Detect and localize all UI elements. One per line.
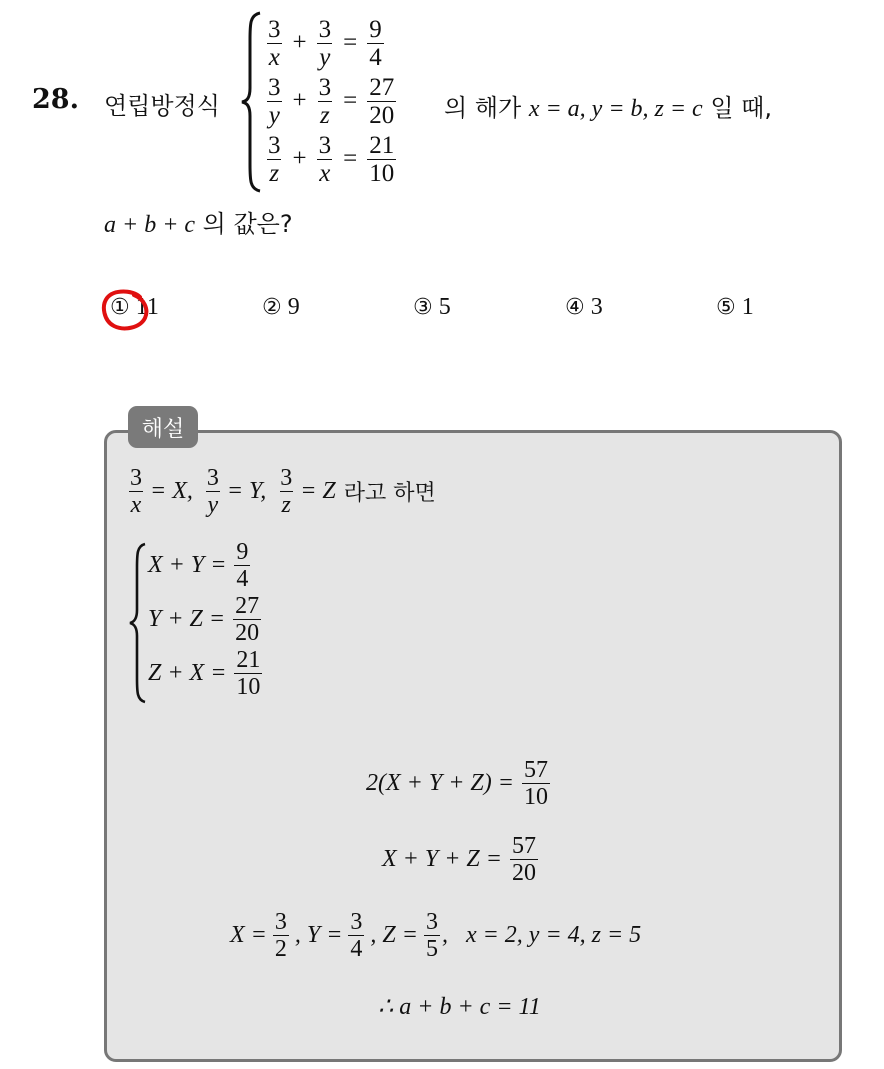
fraction: $\frac{3}{x}$ (268, 15, 281, 71)
fraction: $\frac{21}{10}$ (369, 131, 395, 187)
choice-3[interactable]: ③ 5 (413, 294, 451, 320)
choice-1[interactable]: ① 11 (110, 294, 159, 320)
question-lead-text: 연립방정식 (104, 92, 220, 120)
fraction: $\frac{3}{x}$ (318, 131, 332, 187)
fraction: $\frac{27}{20}$ (369, 73, 395, 129)
equation-row: $\frac{3}{x}$ + $\frac{3}{y}$ = $\frac{9}{4}$ (268, 15, 382, 71)
left-brace (240, 10, 264, 194)
fraction: $\frac{3}{y}$ (318, 15, 332, 71)
fraction: $\frac{3}{y}$ (268, 73, 281, 129)
step-sum: X + Y + Z = $\frac{57}{20}$ (382, 833, 536, 886)
solution-left-brace (128, 542, 148, 704)
substitution-line: $\frac{3}{x}$ = X, $\frac{3}{y}$ = Y, $\frac{3}{z}$ = Z 라고 하면 (130, 465, 436, 518)
solution-tag: 해설 (128, 406, 198, 448)
solution-system-row: Y + Z = $\frac{27}{20}$ (148, 593, 260, 646)
fraction: $\frac{3}{z}$ (268, 131, 281, 187)
solution-system-row: Z + X = $\frac{21}{10}$ (148, 647, 261, 700)
equation-row: $\frac{3}{z}$ + $\frac{3}{x}$ = $\frac{21}{10}$ (268, 131, 395, 187)
choice-5[interactable]: ⑤ 1 (716, 294, 754, 320)
choice-2[interactable]: ② 9 (262, 294, 300, 320)
fraction: $\frac{3}{z}$ (318, 73, 332, 129)
question-condition: 의 해가 x = a, y = b, z = c 일 때, (444, 94, 772, 122)
equation-row: $\frac{3}{y}$ + $\frac{3}{z}$ = $\frac{27}{20}$ (268, 73, 395, 129)
step-sum-double: 2(X + Y + Z) = $\frac{57}{10}$ (366, 757, 548, 810)
fraction: $\frac{9}{4}$ (369, 15, 382, 71)
question-prompt: a + b + c 의 값은? (104, 210, 293, 238)
solution-box (104, 430, 842, 1062)
answer-mark-circle-icon (100, 288, 152, 334)
choice-4[interactable]: ④ 3 (565, 294, 603, 320)
step-values: X = $\frac{3}{2}$ , Y = $\frac{3}{4}$ , Z = $\frac{3}{5}$ , x = 2, y = 4, z = 5 (230, 909, 642, 962)
solution-system-row: X + Y = $\frac{9}{4}$ (148, 539, 249, 592)
final-answer: ∴ a + b + c = 11 (378, 994, 541, 1020)
question-number: 28. (32, 84, 79, 115)
